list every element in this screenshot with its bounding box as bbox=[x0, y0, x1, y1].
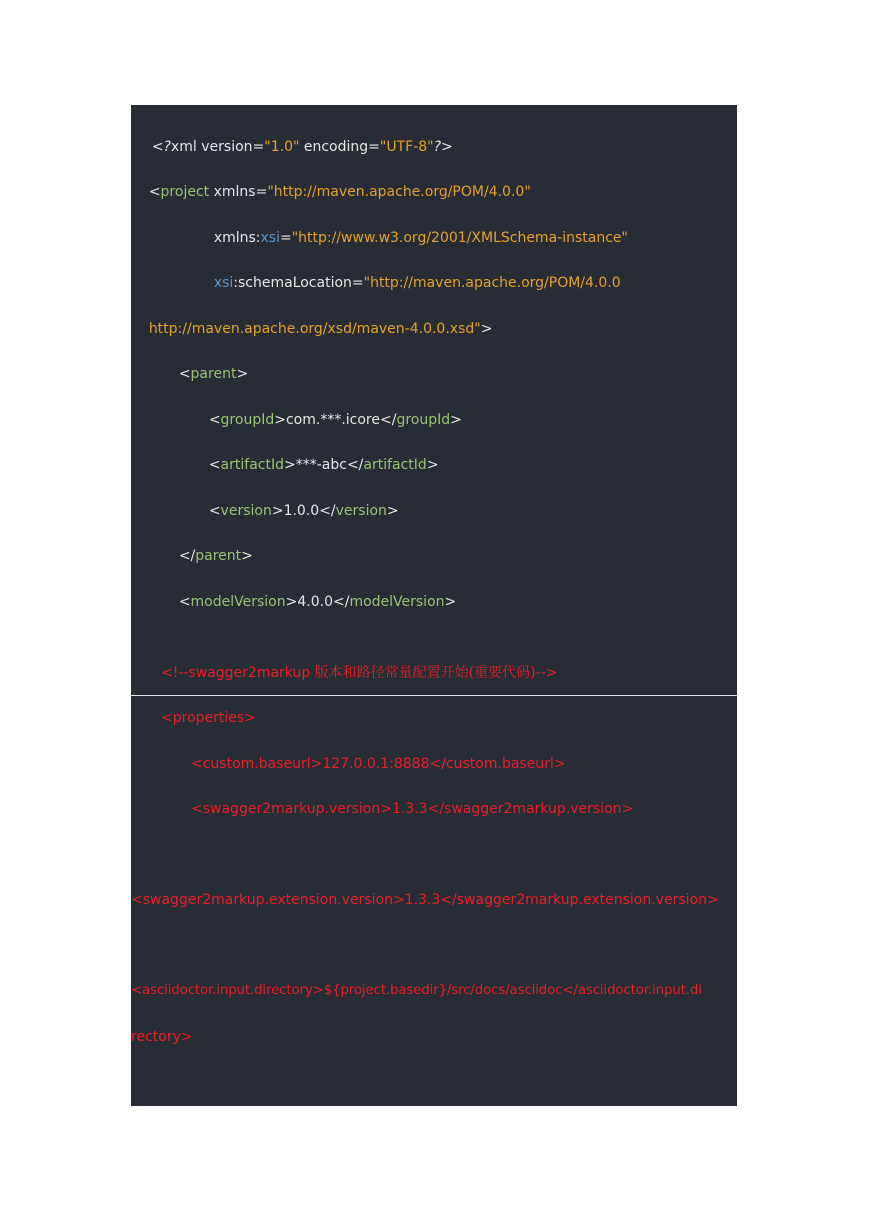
token: xmlns bbox=[209, 184, 256, 200]
code-line-properties-open: <properties> bbox=[161, 710, 256, 726]
code-line-swagger2markup-version: <swagger2markup.version>1.3.3</swagger2markup.version> bbox=[191, 801, 634, 817]
code-line-project-open bbox=[131, 162, 531, 200]
token: > bbox=[441, 139, 453, 155]
token: groupId bbox=[396, 412, 451, 428]
token: ? bbox=[433, 139, 442, 155]
token: < bbox=[178, 366, 191, 382]
token: modelVersion bbox=[190, 594, 286, 610]
code-line-asciidoctor-input-directory: <asciidoctor.input.directory>${project.basedir}/src/docs/asciidoc</asciidoctor.input.di bbox=[131, 983, 702, 998]
code-line-version bbox=[131, 481, 399, 519]
token: encoding bbox=[299, 139, 369, 155]
code-line-group-id bbox=[131, 390, 462, 428]
token: > bbox=[274, 412, 286, 428]
token: parent bbox=[190, 366, 237, 382]
token: com.***.icore bbox=[285, 412, 380, 428]
token: > bbox=[480, 321, 493, 337]
token: </ bbox=[332, 594, 350, 610]
code-line-artifact-id bbox=[131, 435, 439, 473]
token: 4.0.0 bbox=[297, 594, 333, 610]
code-line-parent-close bbox=[131, 526, 253, 564]
token: :schemaLocation bbox=[233, 275, 352, 291]
token: > bbox=[426, 457, 439, 473]
token: "http://maven.apache.org/POM/4.0.0" bbox=[267, 184, 531, 200]
token: = bbox=[351, 275, 364, 291]
token: version bbox=[335, 503, 387, 519]
code-block bbox=[131, 105, 737, 1106]
code-line-parent-open bbox=[131, 344, 249, 382]
token: xsi bbox=[260, 230, 280, 246]
token: < bbox=[148, 184, 161, 200]
token: xsi bbox=[213, 275, 234, 291]
token: > bbox=[236, 366, 249, 382]
token: = bbox=[255, 184, 268, 200]
token: project bbox=[160, 184, 210, 200]
token: < bbox=[208, 457, 221, 473]
token: parent bbox=[195, 548, 242, 564]
token: = bbox=[368, 139, 380, 155]
code-line-swagger2markup-extension-version: <swagger2markup.extension.version>1.3.3</swagger2markup.extension.version> bbox=[131, 892, 719, 908]
code-line-custom-baseurl: <custom.baseurl>127.0.0.1:8888</custom.baseurl> bbox=[191, 756, 566, 772]
token: artifactId bbox=[220, 457, 284, 473]
token: "http://maven.apache.org/POM/4.0.0 bbox=[363, 275, 621, 291]
token: xml bbox=[170, 139, 197, 155]
token: xmlns: bbox=[213, 230, 261, 246]
token: > bbox=[450, 412, 462, 428]
token: groupId bbox=[220, 412, 275, 428]
token: artifactId bbox=[363, 457, 427, 473]
token: > bbox=[241, 548, 253, 564]
token: = bbox=[252, 139, 265, 155]
token: < bbox=[151, 139, 164, 155]
token: ***-abc bbox=[295, 457, 347, 473]
token: modelVersion bbox=[349, 594, 445, 610]
token: </ bbox=[379, 412, 397, 428]
token: </ bbox=[346, 457, 364, 473]
code-line-schema-location-cont bbox=[131, 299, 493, 337]
token: version bbox=[196, 139, 253, 155]
token: </ bbox=[319, 503, 336, 519]
divider bbox=[131, 695, 737, 696]
code-line-schema-location bbox=[131, 253, 621, 291]
token: version bbox=[220, 503, 272, 519]
token: "UTF-8" bbox=[379, 139, 434, 155]
code-line-asciidoctor-input-directory-cont: rectory> bbox=[131, 1029, 193, 1045]
token: 1.0.0 bbox=[283, 503, 320, 519]
token: < bbox=[208, 412, 221, 428]
token: ? bbox=[163, 139, 171, 155]
token: < bbox=[178, 594, 191, 610]
code-line-xmlns-xsi bbox=[131, 208, 628, 246]
token: > bbox=[283, 457, 296, 473]
token: http://maven.apache.org/xsd/maven-4.0.0.xsd" bbox=[148, 321, 481, 337]
token: </ bbox=[178, 548, 196, 564]
token: = bbox=[279, 230, 292, 246]
token: > bbox=[386, 503, 399, 519]
token: "http://www.w3.org/2001/XMLSchema-instance" bbox=[291, 230, 628, 246]
token: < bbox=[208, 503, 221, 519]
token: > bbox=[444, 594, 457, 610]
token: > bbox=[285, 594, 298, 610]
code-line-xml-declaration bbox=[131, 117, 453, 155]
code-line-model-version bbox=[131, 572, 457, 610]
token: > bbox=[271, 503, 284, 519]
token: "1.0" bbox=[264, 139, 300, 155]
code-line-comment: <!--swagger2markup 版本和路径常量配置开始(重要代码)--> bbox=[161, 665, 558, 681]
